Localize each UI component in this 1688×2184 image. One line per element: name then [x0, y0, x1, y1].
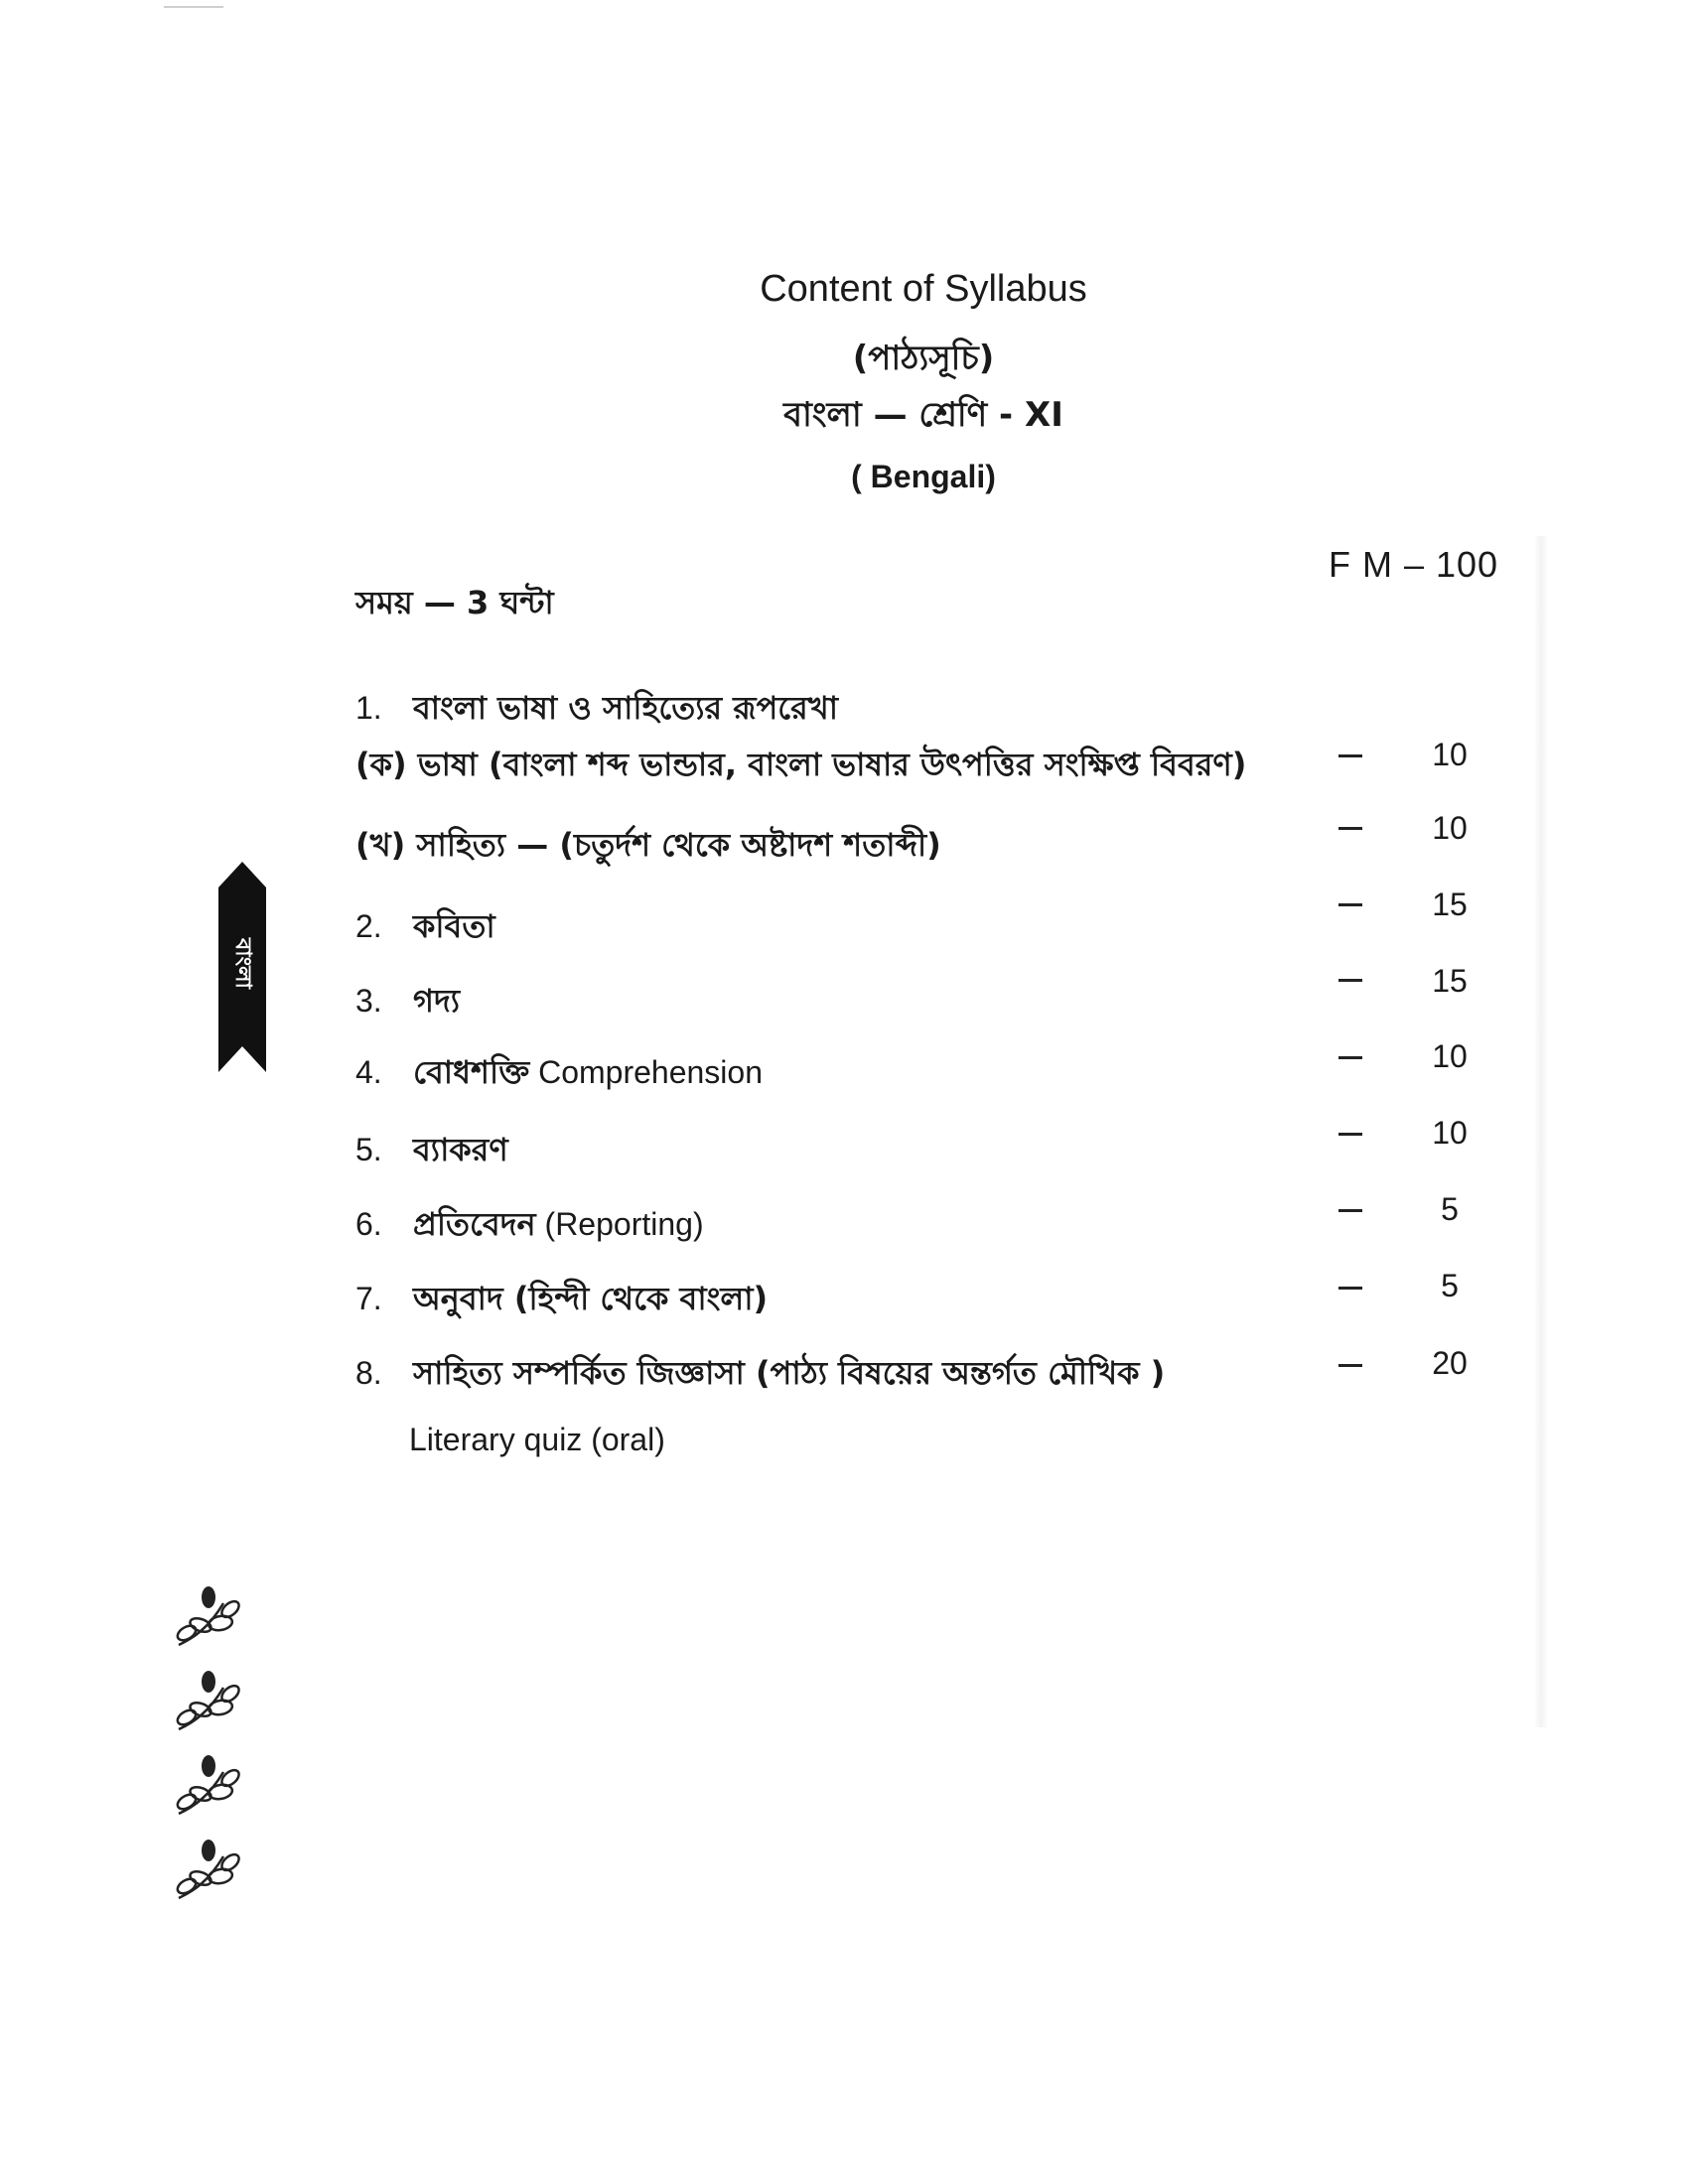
- syllabus-item: [355, 820, 941, 874]
- item-marks: 15: [1432, 963, 1468, 999]
- syllabus-title-bengali: (পাঠ্যসূচি): [852, 339, 995, 378]
- flower-ornament-icon: [169, 1837, 248, 1906]
- item-label: (খ) সাহিত্য — (চতুর্দশ থেকে অষ্টাদশ শতাব্দী): [355, 826, 941, 864]
- item-number: 5.: [355, 1132, 382, 1167]
- flower-ornament-icon: [169, 1752, 248, 1822]
- dash-separator: [1338, 1056, 1362, 1059]
- dash-separator: [1338, 827, 1362, 830]
- item-number: 4.: [355, 1054, 382, 1090]
- item-number: 3.: [355, 983, 382, 1019]
- dash-separator: [1338, 754, 1362, 757]
- dash-separator: [1338, 1209, 1362, 1212]
- item-marks: 5: [1441, 1191, 1459, 1227]
- item-label: প্রতিবেদন: [413, 1205, 536, 1243]
- item-marks: 15: [1432, 887, 1468, 922]
- item-label-english: (Reporting): [535, 1206, 704, 1242]
- item-label: বাংলা ভাষা ও সাহিত্যের রূপরেখা: [413, 689, 839, 727]
- item-label: সাহিত্য সম্পর্কিত জিজ্ঞাসা (পাঠ্য বিষয়ের অন্তর্গত মৌখিক ): [413, 1354, 1166, 1392]
- item-number: 2.: [355, 908, 382, 944]
- subject-class: বাংলা — শ্রেণি - XI: [783, 395, 1063, 435]
- syllabus-title: Content of Syllabus: [760, 268, 1087, 310]
- full-marks: F M – 100: [1329, 544, 1499, 585]
- item-number: 1.: [355, 690, 382, 726]
- item-label: কবিতা: [413, 907, 495, 945]
- item-marks: 20: [1432, 1345, 1468, 1381]
- dash-separator: [1338, 1287, 1362, 1290]
- dash-separator: [1338, 979, 1362, 982]
- subject-english: ( Bengali): [851, 459, 996, 494]
- syllabus-item: [355, 976, 460, 1029]
- exam-time: সময় — 3 ঘন্টা: [355, 584, 554, 621]
- item-label: বোধশক্তি: [413, 1053, 530, 1091]
- item-number: 6.: [355, 1206, 382, 1242]
- syllabus-item: [355, 1199, 704, 1253]
- item-label: ব্যাকরণ: [413, 1131, 508, 1168]
- item-marks: 10: [1432, 1115, 1468, 1151]
- dash-separator: [1338, 903, 1362, 906]
- item-label: গদ্য: [413, 982, 461, 1020]
- item-marks: 10: [1432, 737, 1468, 772]
- item-marks: 10: [1432, 1038, 1468, 1074]
- syllabus-item: [355, 901, 495, 955]
- flower-ornament-icon: [169, 1668, 248, 1737]
- dash-separator: [1338, 1364, 1362, 1367]
- side-tab-label: বাংলা: [230, 938, 255, 989]
- syllabus-item: [355, 683, 838, 737]
- item-label: অনুবাদ (হিন্দী থেকে বাংলা): [413, 1280, 769, 1317]
- literary-quiz: Literary quiz (oral): [409, 1422, 665, 1457]
- syllabus-item: [355, 1125, 508, 1178]
- item-number: 7.: [355, 1281, 382, 1316]
- dash-separator: [1338, 1133, 1362, 1136]
- item-label: (ক) ভাষা (বাংলা শব্দ ভান্ডার, বাংলা ভাষার উৎপত্তির সংক্ষিপ্ত বিবরণ): [355, 746, 1247, 783]
- page-edge-shadow: [1534, 536, 1548, 1727]
- syllabus-item: [355, 1274, 768, 1327]
- item-marks: 10: [1432, 810, 1468, 846]
- item-marks: 5: [1441, 1268, 1459, 1303]
- syllabus-item: [355, 740, 1246, 793]
- item-label-english: Comprehension: [529, 1054, 763, 1090]
- scan-mark: [164, 6, 223, 8]
- item-number: 8.: [355, 1355, 382, 1391]
- syllabus-item: [355, 1348, 1165, 1402]
- flower-ornament-icon: [169, 1583, 248, 1653]
- syllabus-item: [355, 1047, 763, 1101]
